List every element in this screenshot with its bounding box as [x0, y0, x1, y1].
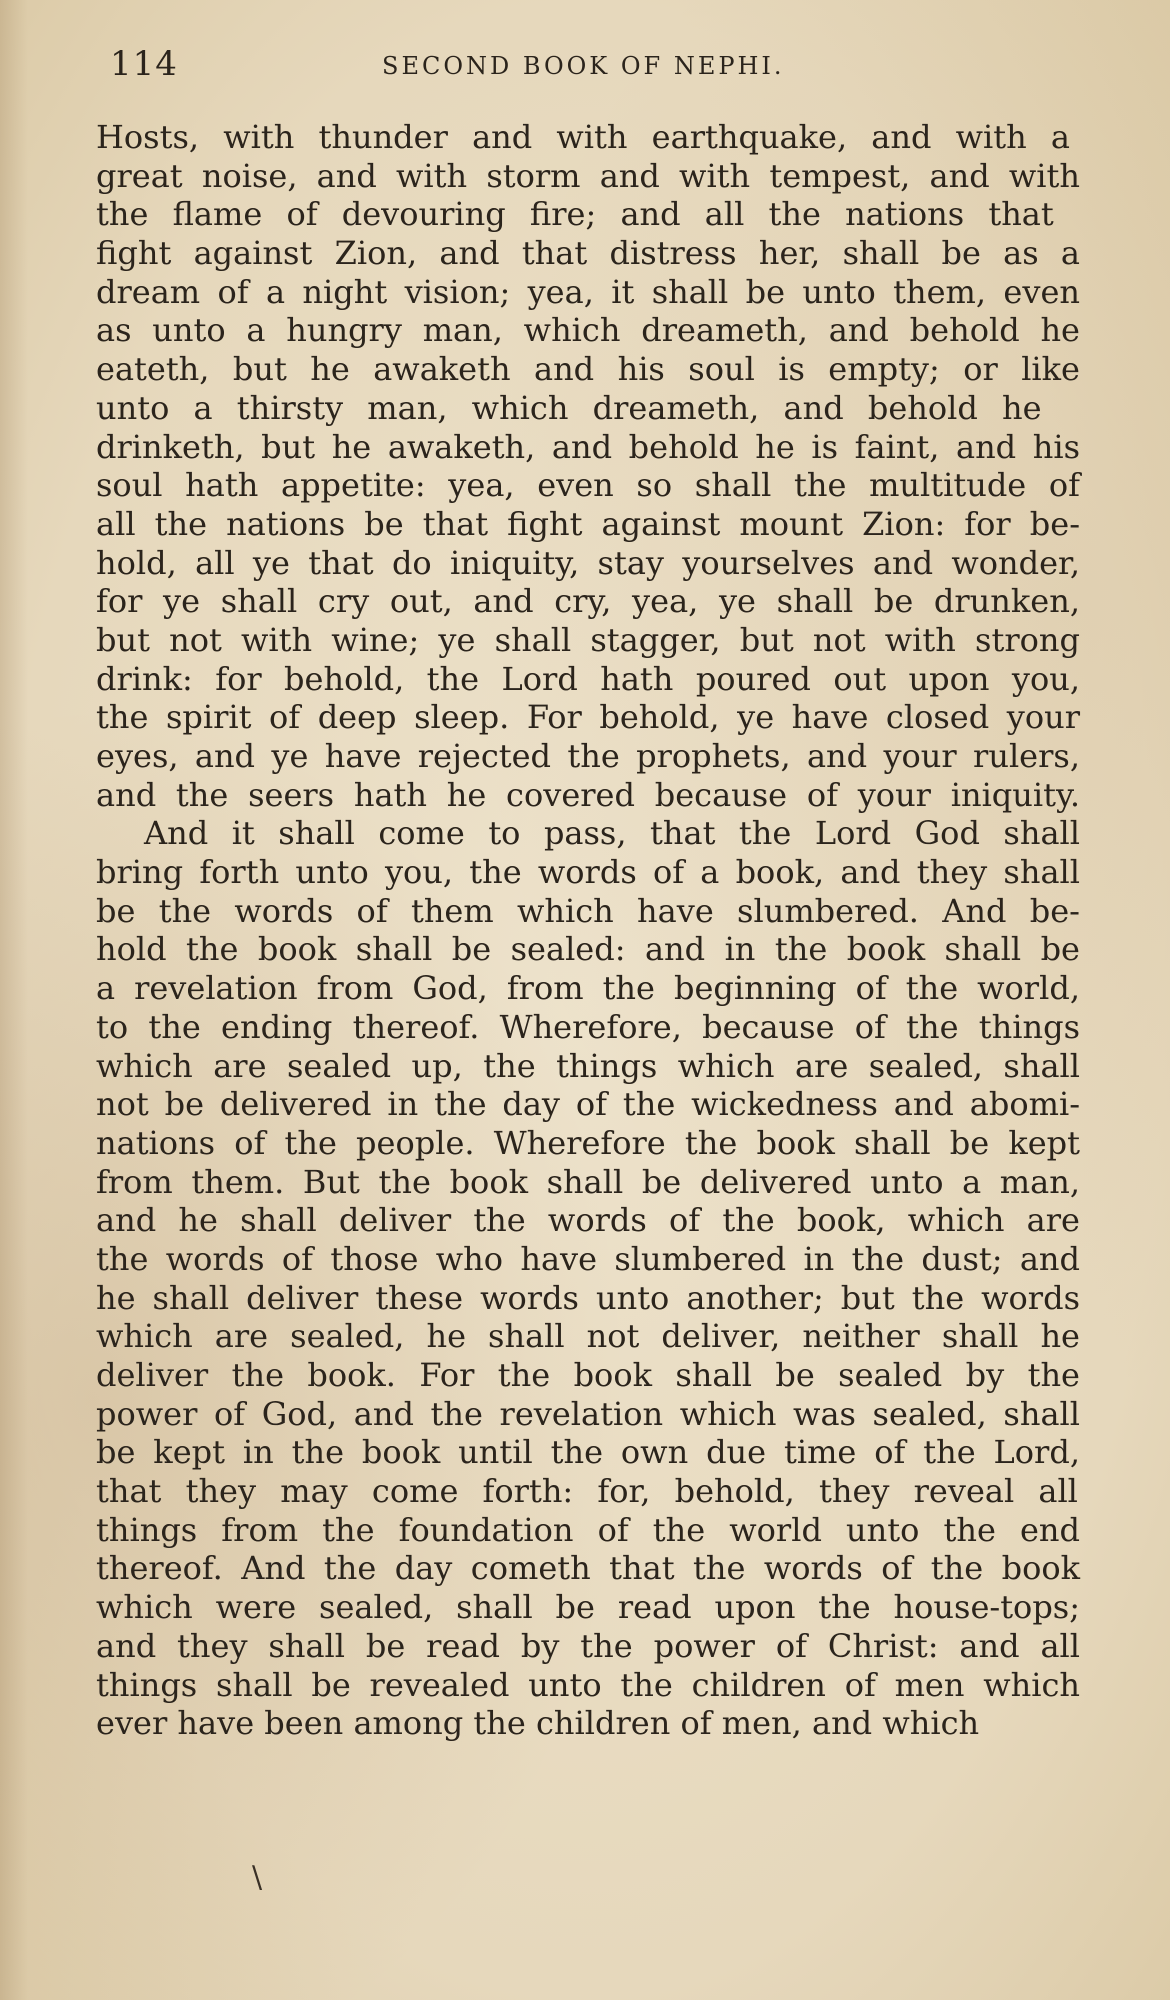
text-line: which are sealed up, the things which are sealed, shall: [96, 1046, 1080, 1085]
text-line: hold, all ye that do iniquity, stay yourselves and wonder,: [96, 543, 1080, 582]
text-line: and they shall be read by the power of Christ: and all: [96, 1626, 1080, 1665]
text-line: Hosts, with thunder and with earthquake, and with a: [96, 118, 1070, 156]
text-line: be the words of them which have slumbered. And be-: [96, 891, 1080, 930]
running-head: [110, 44, 1090, 94]
text-line: to the ending thereof. Wherefore, because of the things: [96, 1007, 1080, 1046]
text-line: hold the book shall be sealed: and in the book shall be: [96, 930, 1080, 969]
page-edge-shading: [0, 0, 28, 2000]
text-line: and he shall deliver the words of the book, which are: [96, 1201, 1080, 1240]
text-line: from them. But the book shall be delivered unto a man,: [96, 1162, 1080, 1201]
text-line: drink: for behold, the Lord hath poured out upon you,: [96, 659, 1080, 698]
text-line: a revelation from God, from the beginning of the world,: [96, 969, 1080, 1008]
paragraph-start-line: And it shall come to pass, that the Lord God shall: [144, 814, 1080, 853]
text-line: the words of those who have slumbered in the dust; and: [96, 1239, 1080, 1278]
text-line: things shall be revealed unto the children of men which: [96, 1665, 1080, 1704]
text-line: drinketh, but he awaketh, and behold he is faint, and his: [96, 427, 1080, 466]
text-line: eateth, but he awaketh and his soul is empty; or like: [96, 350, 1080, 389]
text-line: that they may come forth: for, behold, they reveal all: [96, 1472, 1078, 1511]
page-number: 114: [110, 44, 178, 84]
text-line: things from the foundation of the world unto the end: [96, 1510, 1080, 1549]
printer-mark: \: [252, 1860, 263, 1895]
running-title: SECOND BOOK OF NEPHI.: [382, 52, 785, 80]
text-line: power of God, and the revelation which was sealed, shall: [96, 1394, 1080, 1433]
text-line: soul hath appetite: yea, even so shall the multitude of: [96, 466, 1080, 505]
text-line: bring forth unto you, the words of a book, and they shall: [96, 853, 1080, 892]
text-line: but not with wine; ye shall stagger, but not with strong: [96, 620, 1080, 659]
text-line: as unto a hungry man, which dreameth, and behold he: [96, 311, 1080, 350]
text-line: which were sealed, shall be read upon the house-tops;: [96, 1588, 1080, 1627]
text-line: be kept in the book until the own due time of the Lord,: [96, 1433, 1080, 1472]
text-line: for ye shall cry out, and cry, yea, ye shall be drunken,: [96, 582, 1080, 621]
text-line: ever have been among the children of men, and which: [96, 1704, 980, 1743]
text-line: fight against Zion, and that distress her, shall be as a: [96, 234, 1080, 273]
text-line: thereof. And the day cometh that the words of the book: [96, 1549, 1080, 1588]
text-line: the spirit of deep sleep. For behold, ye have closed your: [96, 698, 1080, 737]
text-line: the flame of devouring fire; and all the nations that: [96, 195, 1054, 234]
text-line: deliver the book. For the book shall be sealed by the: [96, 1356, 1080, 1394]
text-line: dream of a night vision; yea, it shall be unto them, even: [96, 272, 1080, 311]
text-line: eyes, and ye have rejected the prophets, and your rulers,: [96, 737, 1080, 775]
text-line: nations of the people. Wherefore the book shall be kept: [96, 1123, 1080, 1162]
text-line: great noise, and with storm and with tempest, and with: [96, 156, 1080, 195]
text-line: he shall deliver these words unto another; but the words: [96, 1278, 1080, 1317]
text-line: unto a thirsty man, which dreameth, and behold he: [96, 388, 1042, 427]
body-text: [96, 118, 1080, 1743]
text-line: not be delivered in the day of the wickedness and abomi-: [96, 1085, 1080, 1124]
text-line: all the nations be that fight against mount Zion: for be-: [96, 504, 1080, 543]
text-line: and the seers hath he covered because of your iniquity.: [96, 775, 1080, 814]
text-line: which are sealed, he shall not deliver, neither shall he: [96, 1317, 1080, 1356]
